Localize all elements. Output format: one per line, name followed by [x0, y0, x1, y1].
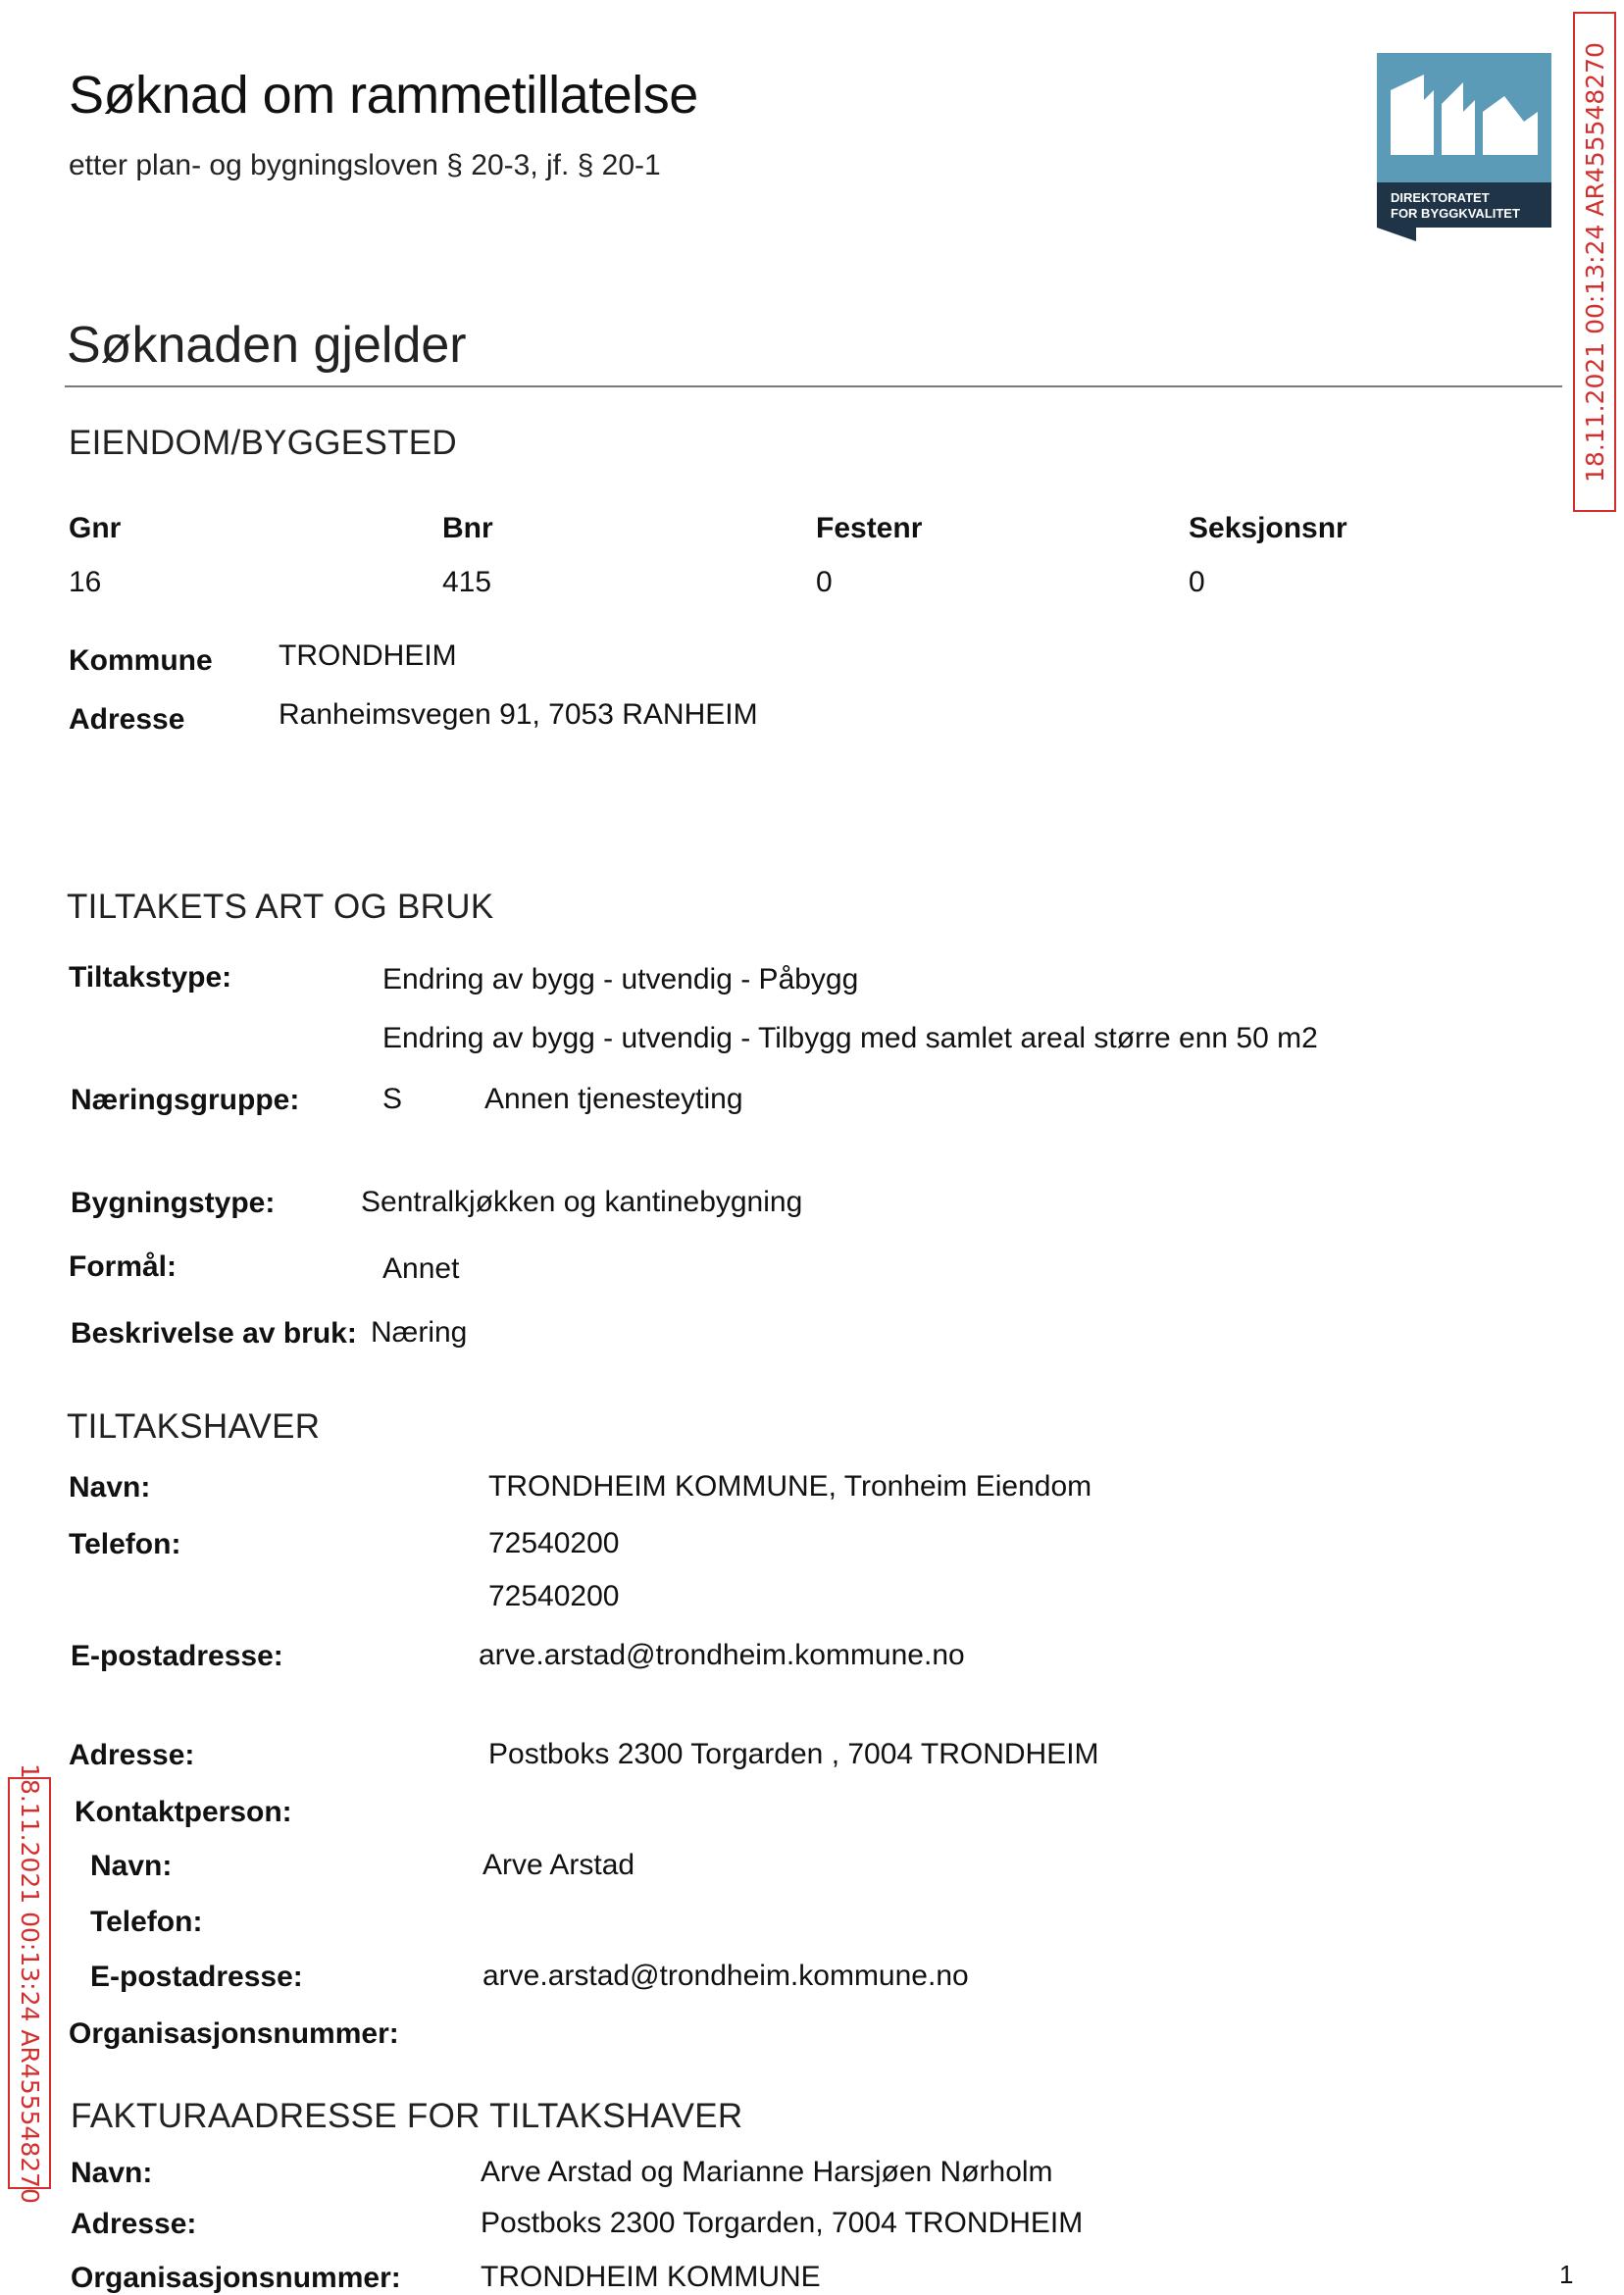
faktura-orgnr-label: Organisasjonsnummer:	[71, 2262, 401, 2294]
document-title: Søknad om rammetillatelse	[69, 66, 698, 125]
timestamp-stamp-right	[1573, 12, 1616, 512]
page-number: 1	[1559, 2260, 1574, 2289]
kommune-label: Kommune	[69, 644, 213, 677]
bruk-value: Næring	[371, 1316, 468, 1349]
faktura-navn-value: Arve Arstad og Marianne Harsjøen Nørholm	[481, 2156, 1053, 2188]
faktura-navn-label: Navn:	[71, 2157, 153, 2189]
gnr-value: 16	[69, 566, 102, 598]
bygningstype-label: Bygningstype:	[71, 1187, 276, 1219]
tiltakshaver-orgnr-label: Organisasjonsnummer:	[69, 2017, 399, 2050]
faktura-adresse-value: Postboks 2300 Torgarden, 7004 TRONDHEIM	[481, 2207, 1084, 2239]
bnr-label: Bnr	[442, 512, 493, 544]
kontakt-epost-value: arve.arstad@trondheim.kommune.no	[482, 1960, 969, 1992]
stamp-text: 18.11.2021 00:13:24 AR455548270	[15, 1762, 44, 2204]
naeringsgruppe-value: Annen tjenesteyting	[484, 1083, 743, 1115]
logo-text-2: FOR BYGGKVALITET	[1391, 206, 1520, 221]
kontakt-telefon-label: Telefon:	[90, 1906, 203, 1938]
tiltakshaver-navn-label: Navn:	[69, 1471, 151, 1504]
tiltakstype-value-2: Endring av bygg - utvendig - Tilbygg med samlet areal større enn 50 m2	[382, 1022, 1318, 1054]
bruk-label: Beskrivelse av bruk:	[71, 1317, 357, 1350]
kontaktperson-label: Kontaktperson:	[75, 1796, 292, 1828]
faktura-heading: FAKTURAADRESSE FOR TILTAKSHAVER	[71, 2097, 743, 2135]
tiltakshaver-navn-value: TRONDHEIM KOMMUNE, Tronheim Eiendom	[488, 1470, 1092, 1503]
tiltakshaver-telefon-label: Telefon:	[69, 1528, 181, 1560]
kommune-value: TRONDHEIM	[279, 639, 457, 672]
naeringsgruppe-label: Næringsgruppe:	[71, 1084, 300, 1116]
timestamp-stamp-left	[8, 1762, 51, 2204]
tiltakshaver-adresse-value: Postboks 2300 Torgarden , 7004 TRONDHEIM	[488, 1738, 1099, 1770]
bygningstype-value: Sentralkjøkken og kantinebygning	[361, 1186, 803, 1218]
section-title: Søknaden gjelder	[67, 317, 467, 374]
tiltakstype-value-1: Endring av bygg - utvendig - Påbygg	[382, 963, 859, 995]
document-subtitle: etter plan- og bygningsloven § 20-3, jf. § 20-1	[69, 149, 661, 181]
tiltakshaver-telefon-value-2: 72540200	[488, 1580, 620, 1612]
logo-tab	[1377, 228, 1416, 241]
stamp-text: 18.11.2021 00:13:24 AR455548270	[1580, 41, 1609, 483]
seksjonsnr-value: 0	[1189, 566, 1205, 598]
tiltakshaver-epost-value: arve.arstad@trondheim.kommune.no	[479, 1639, 965, 1671]
seksjonsnr-label: Seksjonsnr	[1189, 512, 1347, 544]
naeringsgruppe-code: S	[382, 1083, 403, 1115]
festenr-value: 0	[816, 566, 833, 598]
tiltakshaver-telefon-value-1: 72540200	[488, 1527, 620, 1559]
dibk-logo	[1377, 53, 1551, 241]
tiltakshaver-adresse-label: Adresse:	[69, 1739, 195, 1771]
formal-label: Formål:	[69, 1250, 178, 1283]
tiltakshaver-heading: TILTAKSHAVER	[67, 1407, 321, 1446]
kontakt-navn-value: Arve Arstad	[482, 1849, 635, 1881]
logo-bottom-panel	[1377, 182, 1551, 228]
gnr-label: Gnr	[69, 512, 122, 544]
faktura-orgnr-value: TRONDHEIM KOMMUNE	[481, 2261, 821, 2293]
adresse-label: Adresse	[69, 703, 185, 736]
eiendom-heading: EIENDOM/BYGGESTED	[69, 424, 457, 462]
logo-text-1: DIREKTORATET	[1391, 190, 1490, 205]
kontakt-navn-label: Navn:	[90, 1850, 173, 1882]
adresse-value: Ranheimsvegen 91, 7053 RANHEIM	[279, 698, 758, 731]
faktura-adresse-label: Adresse:	[71, 2208, 197, 2240]
kontakt-epost-label: E-postadresse:	[90, 1961, 303, 1993]
formal-value: Annet	[382, 1252, 460, 1285]
tiltak-heading: TILTAKETS ART OG BRUK	[67, 888, 494, 926]
bnr-value: 415	[442, 566, 492, 598]
festenr-label: Festenr	[816, 512, 923, 544]
tiltakstype-label: Tiltakstype:	[69, 961, 232, 994]
tiltakshaver-epost-label: E-postadresse:	[71, 1640, 283, 1672]
section-divider	[65, 385, 1562, 387]
